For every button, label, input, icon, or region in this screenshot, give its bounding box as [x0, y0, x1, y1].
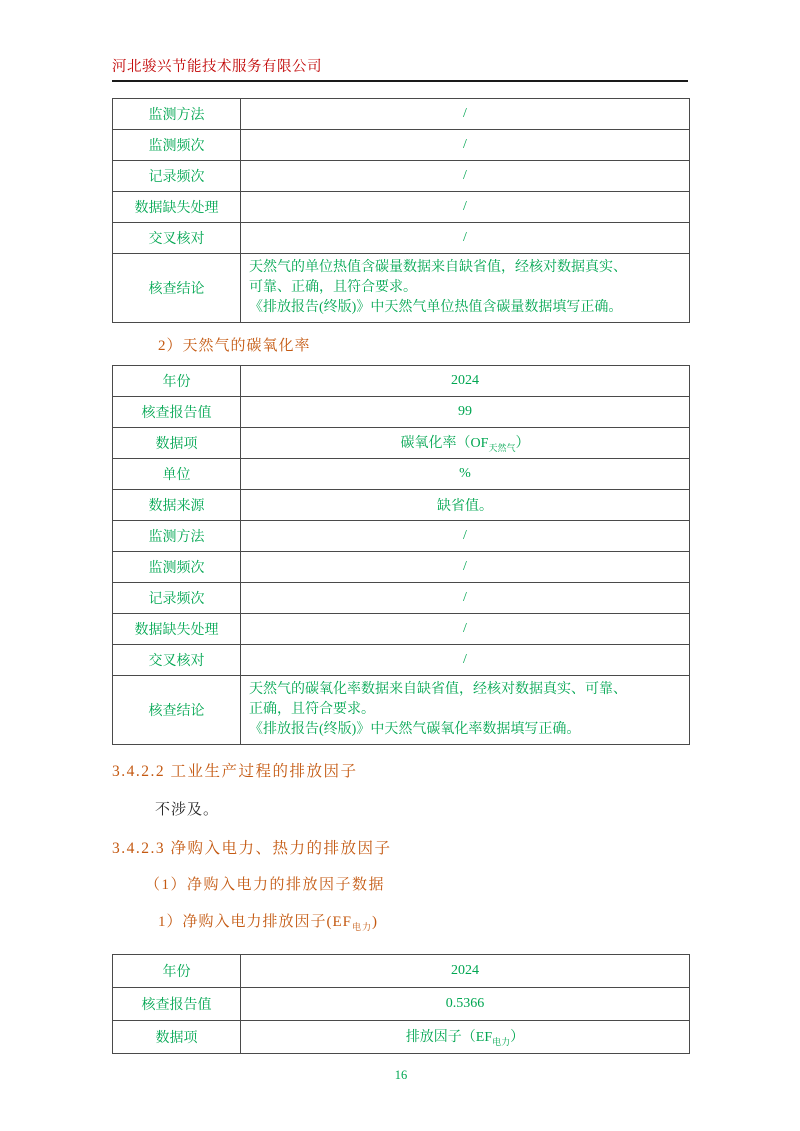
row-label: 核查报告值: [113, 397, 241, 428]
table-row: [113, 614, 690, 645]
section-heading-of: 2）天然气的碳氧化率: [158, 338, 311, 354]
row-value: /: [241, 552, 690, 583]
table-row: [113, 490, 690, 521]
value-subscript: 电力: [492, 1036, 511, 1047]
conclusion-row: [113, 676, 690, 745]
row-label: 核查结论: [113, 254, 241, 323]
value-end: ）: [515, 436, 530, 452]
header-rule: [112, 80, 688, 82]
table-row: [113, 459, 690, 490]
section-heading-3422: 3.4.2.2 工业生产过程的排放因子: [112, 763, 358, 780]
row-value: 0.5366: [241, 988, 690, 1021]
conclusion-row: [113, 254, 690, 323]
table-row: [113, 521, 690, 552]
row-value: [241, 1021, 690, 1054]
table-row: [113, 583, 690, 614]
section-heading-3423: 3.4.2.3 净购入电力、热力的排放因子: [112, 840, 392, 857]
value-subscript: 天然气: [488, 442, 516, 453]
heading-main: 1）净购入电力排放因子(EF: [158, 914, 353, 930]
conclusion-line: 正确，且符合要求。: [249, 702, 375, 717]
row-label: 监测频次: [113, 552, 241, 583]
row-label: 监测方法: [113, 99, 241, 130]
table-row: [113, 988, 690, 1021]
row-value: /: [241, 192, 690, 223]
table-row: [113, 192, 690, 223]
conclusion-text: [241, 254, 690, 323]
not-involved-text: 不涉及。: [155, 802, 220, 818]
row-label: 交叉核对: [113, 645, 241, 676]
row-label: 记录频次: [113, 161, 241, 192]
electricity-ef-table: [112, 954, 690, 1054]
heading-subscript: 电力: [352, 922, 373, 932]
table-row: [113, 428, 690, 459]
table-row: [113, 366, 690, 397]
row-label: 交叉核对: [113, 223, 241, 254]
row-value: /: [241, 614, 690, 645]
row-label: 数据缺失处理: [113, 614, 241, 645]
row-value: /: [241, 99, 690, 130]
conclusion-line: 《排放报告(终版)》中天然气碳氧化率数据填写正确。: [249, 722, 581, 737]
row-label: 单位: [113, 459, 241, 490]
row-value: /: [241, 161, 690, 192]
heading-end: ): [372, 914, 379, 930]
ncv-table: [112, 98, 690, 323]
table-row: [113, 130, 690, 161]
row-value: /: [241, 583, 690, 614]
row-label: 监测频次: [113, 130, 241, 161]
row-value: [241, 428, 690, 459]
row-label: 核查报告值: [113, 988, 241, 1021]
conclusion-line: 天然气的单位热值含碳量数据来自缺省值，经核对数据真实、: [249, 260, 627, 275]
table-row: [113, 1021, 690, 1054]
table-row: [113, 161, 690, 192]
table-row: [113, 223, 690, 254]
row-value: 99: [241, 397, 690, 428]
table-row: [113, 955, 690, 988]
conclusion-text: [241, 676, 690, 745]
row-value: /: [241, 521, 690, 552]
row-value: /: [241, 645, 690, 676]
row-value: 2024: [241, 366, 690, 397]
value-end: ）: [510, 1030, 525, 1046]
row-label: 年份: [113, 366, 241, 397]
row-label: 数据来源: [113, 490, 241, 521]
conclusion-line: 《排放报告(终版)》中天然气单位热值含碳量数据填写正确。: [249, 300, 623, 315]
company-header: 河北骏兴节能技术服务有限公司: [112, 59, 322, 75]
row-value: /: [241, 130, 690, 161]
row-value: 缺省值。: [241, 490, 690, 521]
value-main: 碳氧化率（OF: [400, 436, 489, 452]
row-label: 记录频次: [113, 583, 241, 614]
oxidation-rate-table: [112, 365, 690, 745]
conclusion-line: 可靠、正确，且符合要求。: [249, 280, 417, 295]
sub-heading-electricity-data: （1）净购入电力的排放因子数据: [145, 877, 386, 893]
table-row: [113, 552, 690, 583]
row-label: 数据缺失处理: [113, 192, 241, 223]
row-label: 数据项: [113, 428, 241, 459]
sub-heading-electricity-ef: [158, 912, 690, 938]
conclusion-line: 天然气的碳氧化率数据来自缺省值，经核对数据真实、可靠、: [249, 682, 627, 697]
value-main: 排放因子（EF: [405, 1030, 493, 1046]
row-label: 年份: [113, 955, 241, 988]
row-label: 监测方法: [113, 521, 241, 552]
row-value: /: [241, 223, 690, 254]
page-number: 16: [394, 1068, 408, 1082]
table-row: [113, 645, 690, 676]
row-value: 2024: [241, 955, 690, 988]
table-row: [113, 397, 690, 428]
row-label: 核查结论: [113, 676, 241, 745]
row-label: 数据项: [113, 1021, 241, 1054]
table-row: [113, 99, 690, 130]
row-value: %: [241, 459, 690, 490]
